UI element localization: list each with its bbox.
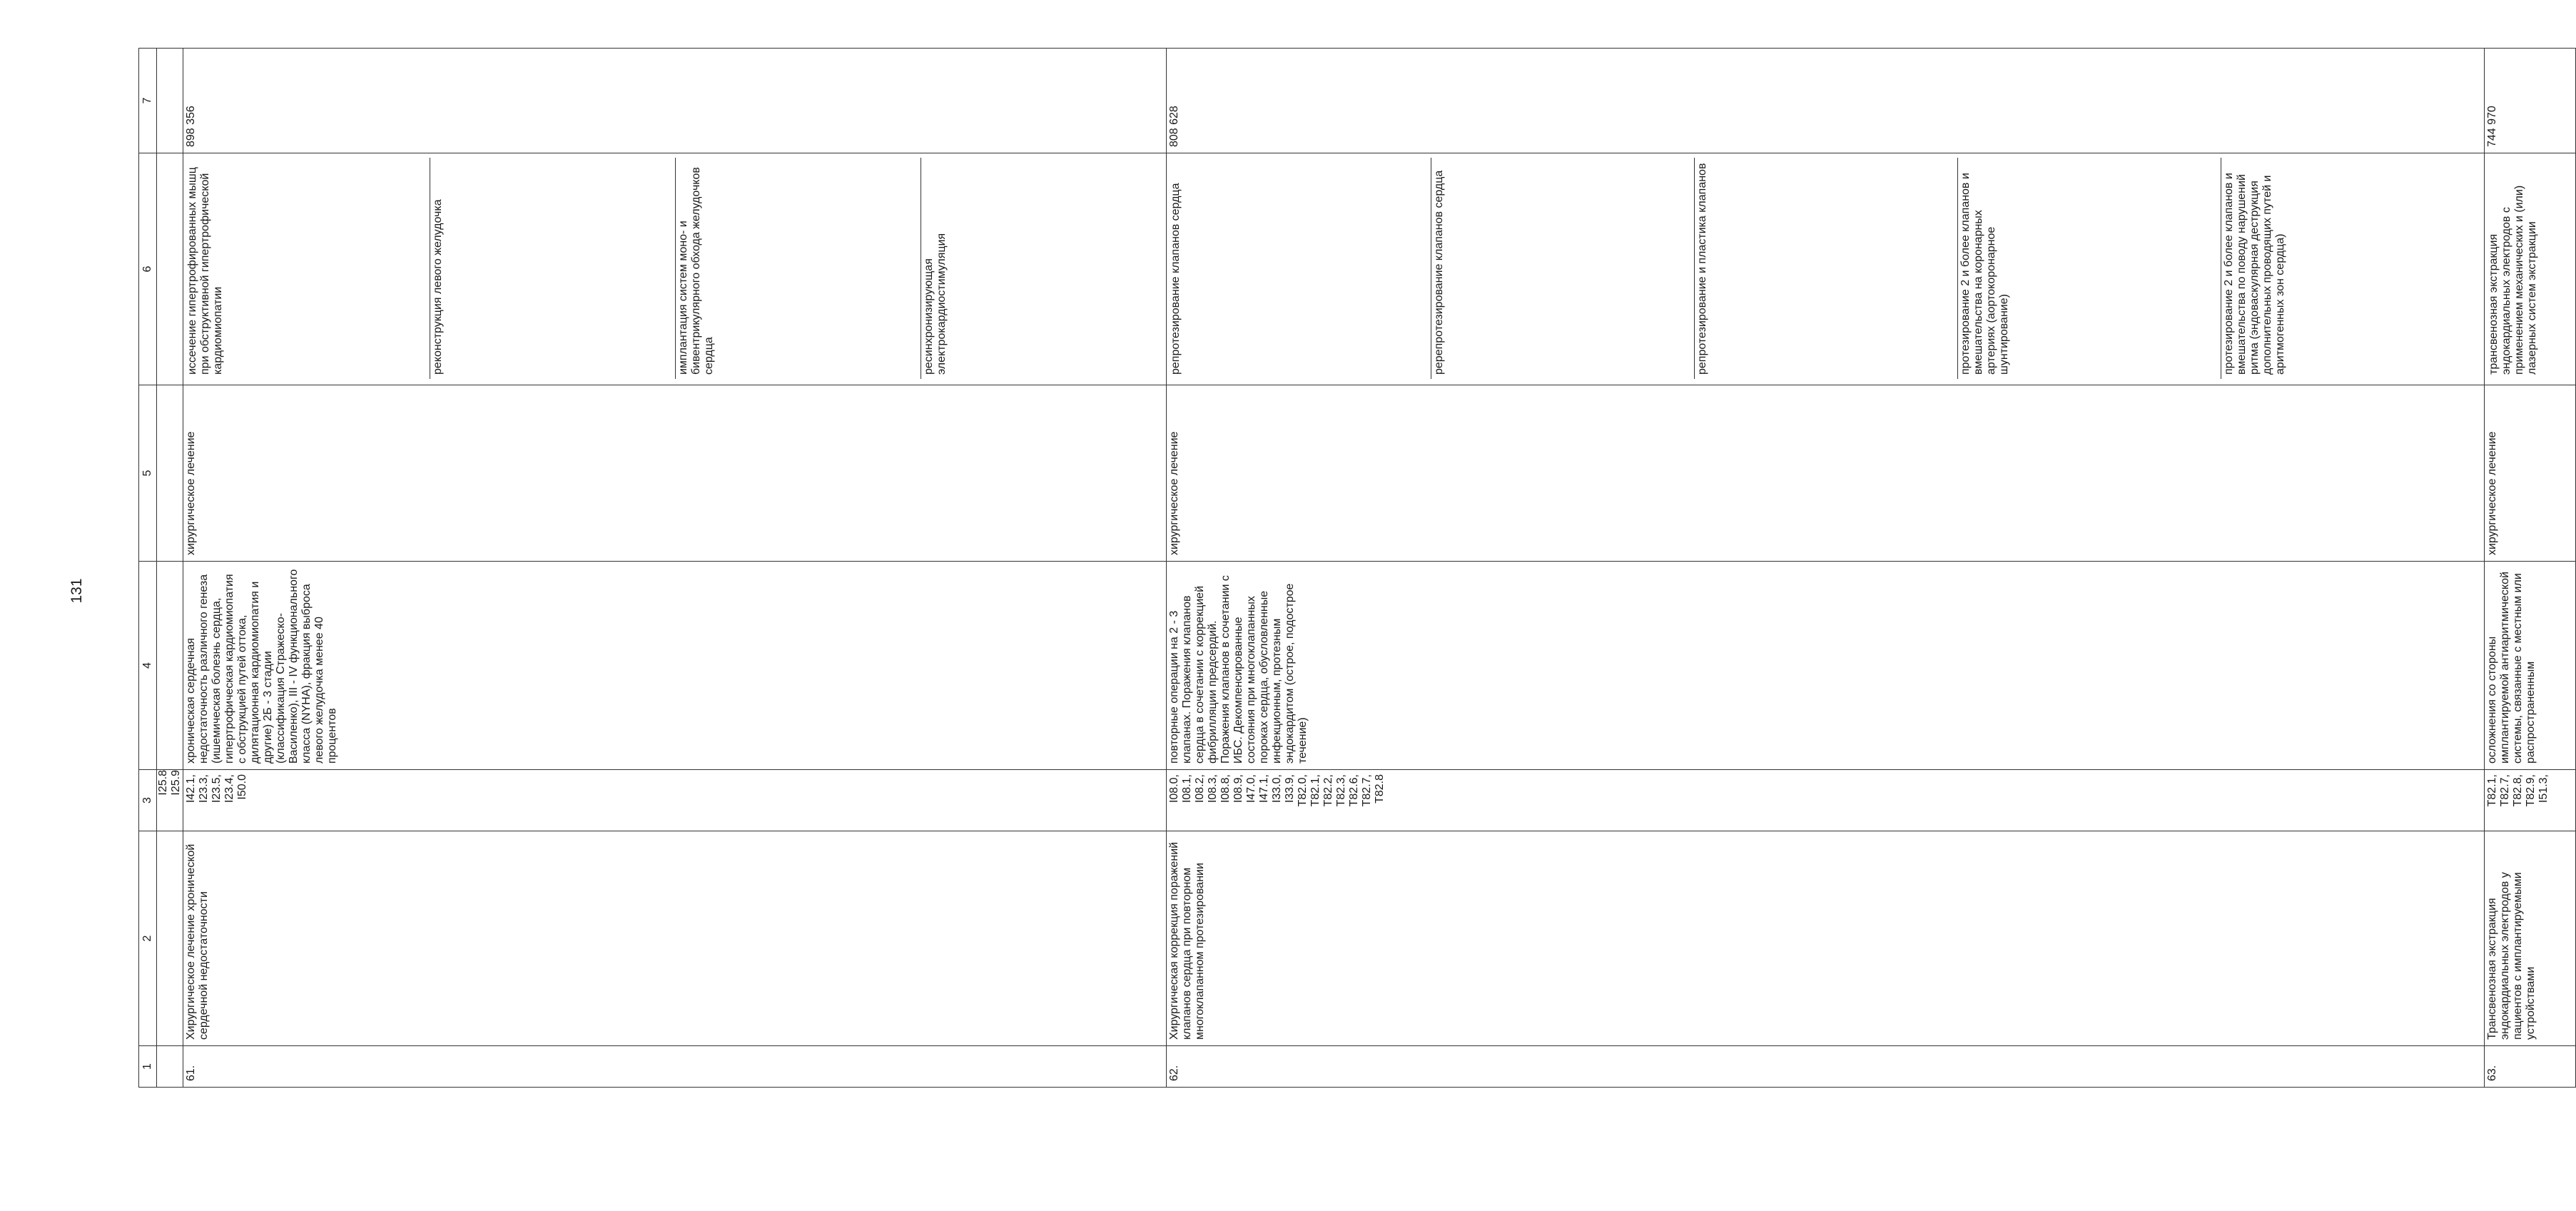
code: T82.7, xyxy=(1361,774,1373,807)
row-number: 62. xyxy=(1167,1046,2485,1088)
code: I23.5, xyxy=(211,774,223,804)
code: I08.8, xyxy=(1219,774,1232,804)
page-number: 131 xyxy=(69,578,85,604)
code: I33.0, xyxy=(1271,774,1283,804)
code: I51.3, xyxy=(2537,774,2550,804)
treatment-type: хирургическое лечение xyxy=(183,385,1167,562)
method-item: репротезирование клапанов сердца xyxy=(1170,183,1182,375)
patient-model xyxy=(2485,562,2576,770)
treatment-methods xyxy=(1167,153,2485,385)
code: T82.1, xyxy=(2486,774,2498,807)
treatment-type: хирургическое лечение xyxy=(1167,385,2485,562)
method-item: реконструкция левого желудочка xyxy=(430,158,676,379)
code: I08.2, xyxy=(1194,774,1206,804)
row-number: 61. xyxy=(183,1046,1167,1088)
method-item: протезирование 2 и более клапанов и вмешательства на коронарных артериях (аортокоронарное шунтирование) xyxy=(1958,158,2221,379)
method-item xyxy=(2486,158,2575,379)
table-row xyxy=(183,49,1167,1088)
table-row xyxy=(2485,49,2576,1088)
header-cell: 2 xyxy=(139,831,157,1046)
method-item: репротезирование и пластика клапанов xyxy=(1695,158,1958,379)
care-type-name: Хирургическая коррекция поражений клапанов сердца при повторном многоклапанном протезировании xyxy=(1167,831,2485,1046)
code: I23.3, xyxy=(198,774,210,804)
header-cell: 6 xyxy=(139,153,157,385)
code: T82.1, xyxy=(1309,774,1322,807)
treatment-type: хирургическое лечение xyxy=(2485,385,2576,562)
cost-value: 808 628 xyxy=(1167,49,2485,153)
method-item: ререпротезирование клапанов сердца xyxy=(1431,158,1695,379)
code: I25.9 xyxy=(170,770,182,796)
icd-codes xyxy=(1167,770,2485,831)
code: I47.0, xyxy=(1245,774,1257,804)
code: I50.0 xyxy=(236,774,248,800)
code: I33.9, xyxy=(1284,774,1296,804)
code: T82.2, xyxy=(1322,774,1334,807)
code: I23.4, xyxy=(223,774,235,804)
method-item: имплантация систем моно- и бивентрикулярного обхода желудочков сердца xyxy=(676,158,921,379)
method-item: ресинхронизирующая электрокардиостимуляция xyxy=(921,158,1167,379)
code: T82.8 xyxy=(1374,774,1386,804)
care-type-name: Трансвенозная экстракция эндокардиальных электродов у пациентов с имплантируемыми устройствами xyxy=(2485,831,2576,1046)
code: T82.0, xyxy=(1297,774,1309,807)
continued-codes xyxy=(157,770,183,831)
code: T82.3, xyxy=(1335,774,1347,807)
code: T82.7, xyxy=(2499,774,2511,807)
header-cell: 1 xyxy=(139,1046,157,1088)
code: I08.9, xyxy=(1232,774,1244,804)
code: I47.1, xyxy=(1258,774,1270,804)
medical-care-table xyxy=(138,48,2576,1088)
row-number: 63. xyxy=(2485,1046,2576,1088)
header-cell: 5 xyxy=(139,385,157,562)
treatment-methods xyxy=(183,153,1167,385)
continued-row xyxy=(157,49,183,1088)
code: I25.8 xyxy=(157,770,169,796)
header-cell: 4 xyxy=(139,562,157,770)
code: I42.1, xyxy=(185,774,197,804)
code: I08.1, xyxy=(1181,774,1193,804)
patient-model-text: осложнения со стороны имплантируемой антиаритмической системы, связанные с местным или распространенным xyxy=(2486,572,2537,764)
code: T82.6, xyxy=(1348,774,1360,807)
code: T82.8, xyxy=(2512,774,2524,807)
header-cell: 3 xyxy=(139,770,157,831)
table-row xyxy=(1167,49,2485,1088)
code: T82.9, xyxy=(2525,774,2537,807)
rotated-table-frame xyxy=(138,49,2550,1088)
patient-model: повторные операции на 2 - 3 клапанах. Поражения клапанов сердца в сочетании с коррекцией фибрилляции предсердий. Поражения клапанов в сочетании с ИБС. Декомпенсированные состояния при многоклапанных пороках сердца, обусловленные инфекционным, протезным эндокардитом (острое, подострое течение) xyxy=(1167,562,2485,770)
header-cell: 7 xyxy=(139,49,157,153)
cost-value: 898 356 xyxy=(183,49,1167,153)
header-row xyxy=(139,49,157,1088)
method-item: иссечение гипертрофированных мышц при обструктивной гипертрофической кардиомиопатии xyxy=(186,167,224,375)
icd-codes xyxy=(2485,770,2576,831)
care-type-name: Хирургическое лечение хронической сердечной недостаточности xyxy=(183,831,1167,1046)
icd-codes xyxy=(183,770,1167,831)
cost-value: 744 970 xyxy=(2485,49,2576,153)
method-item-text: трансвенозная экстракция эндокардиальных электродов с применением механических и (или) лазерных систем экстракции xyxy=(2488,185,2538,375)
method-item: протезирование 2 и более клапанов и вмешательства по поводу нарушений ритма (эндоваскулярная деструкция дополнительных проводящих путей и аритмогенных зон сердца) xyxy=(2221,158,2485,379)
treatment-methods xyxy=(2485,153,2576,385)
code: I08.0, xyxy=(1168,774,1180,804)
patient-model: хроническая сердечная недостаточность различного генеза (ишемическая болезнь сердца, гипертрофическая кардиомиопатия с обструкцией путей оттока, дилятационная кардиомиопатия и другие) 2Б - 3 стадии (классификация Стражеско-Василенко), III - IV функционального класса (NYHA), фракция выброса левого желудочка менее 40 процентов xyxy=(183,562,1167,770)
code: I08.3, xyxy=(1207,774,1219,804)
